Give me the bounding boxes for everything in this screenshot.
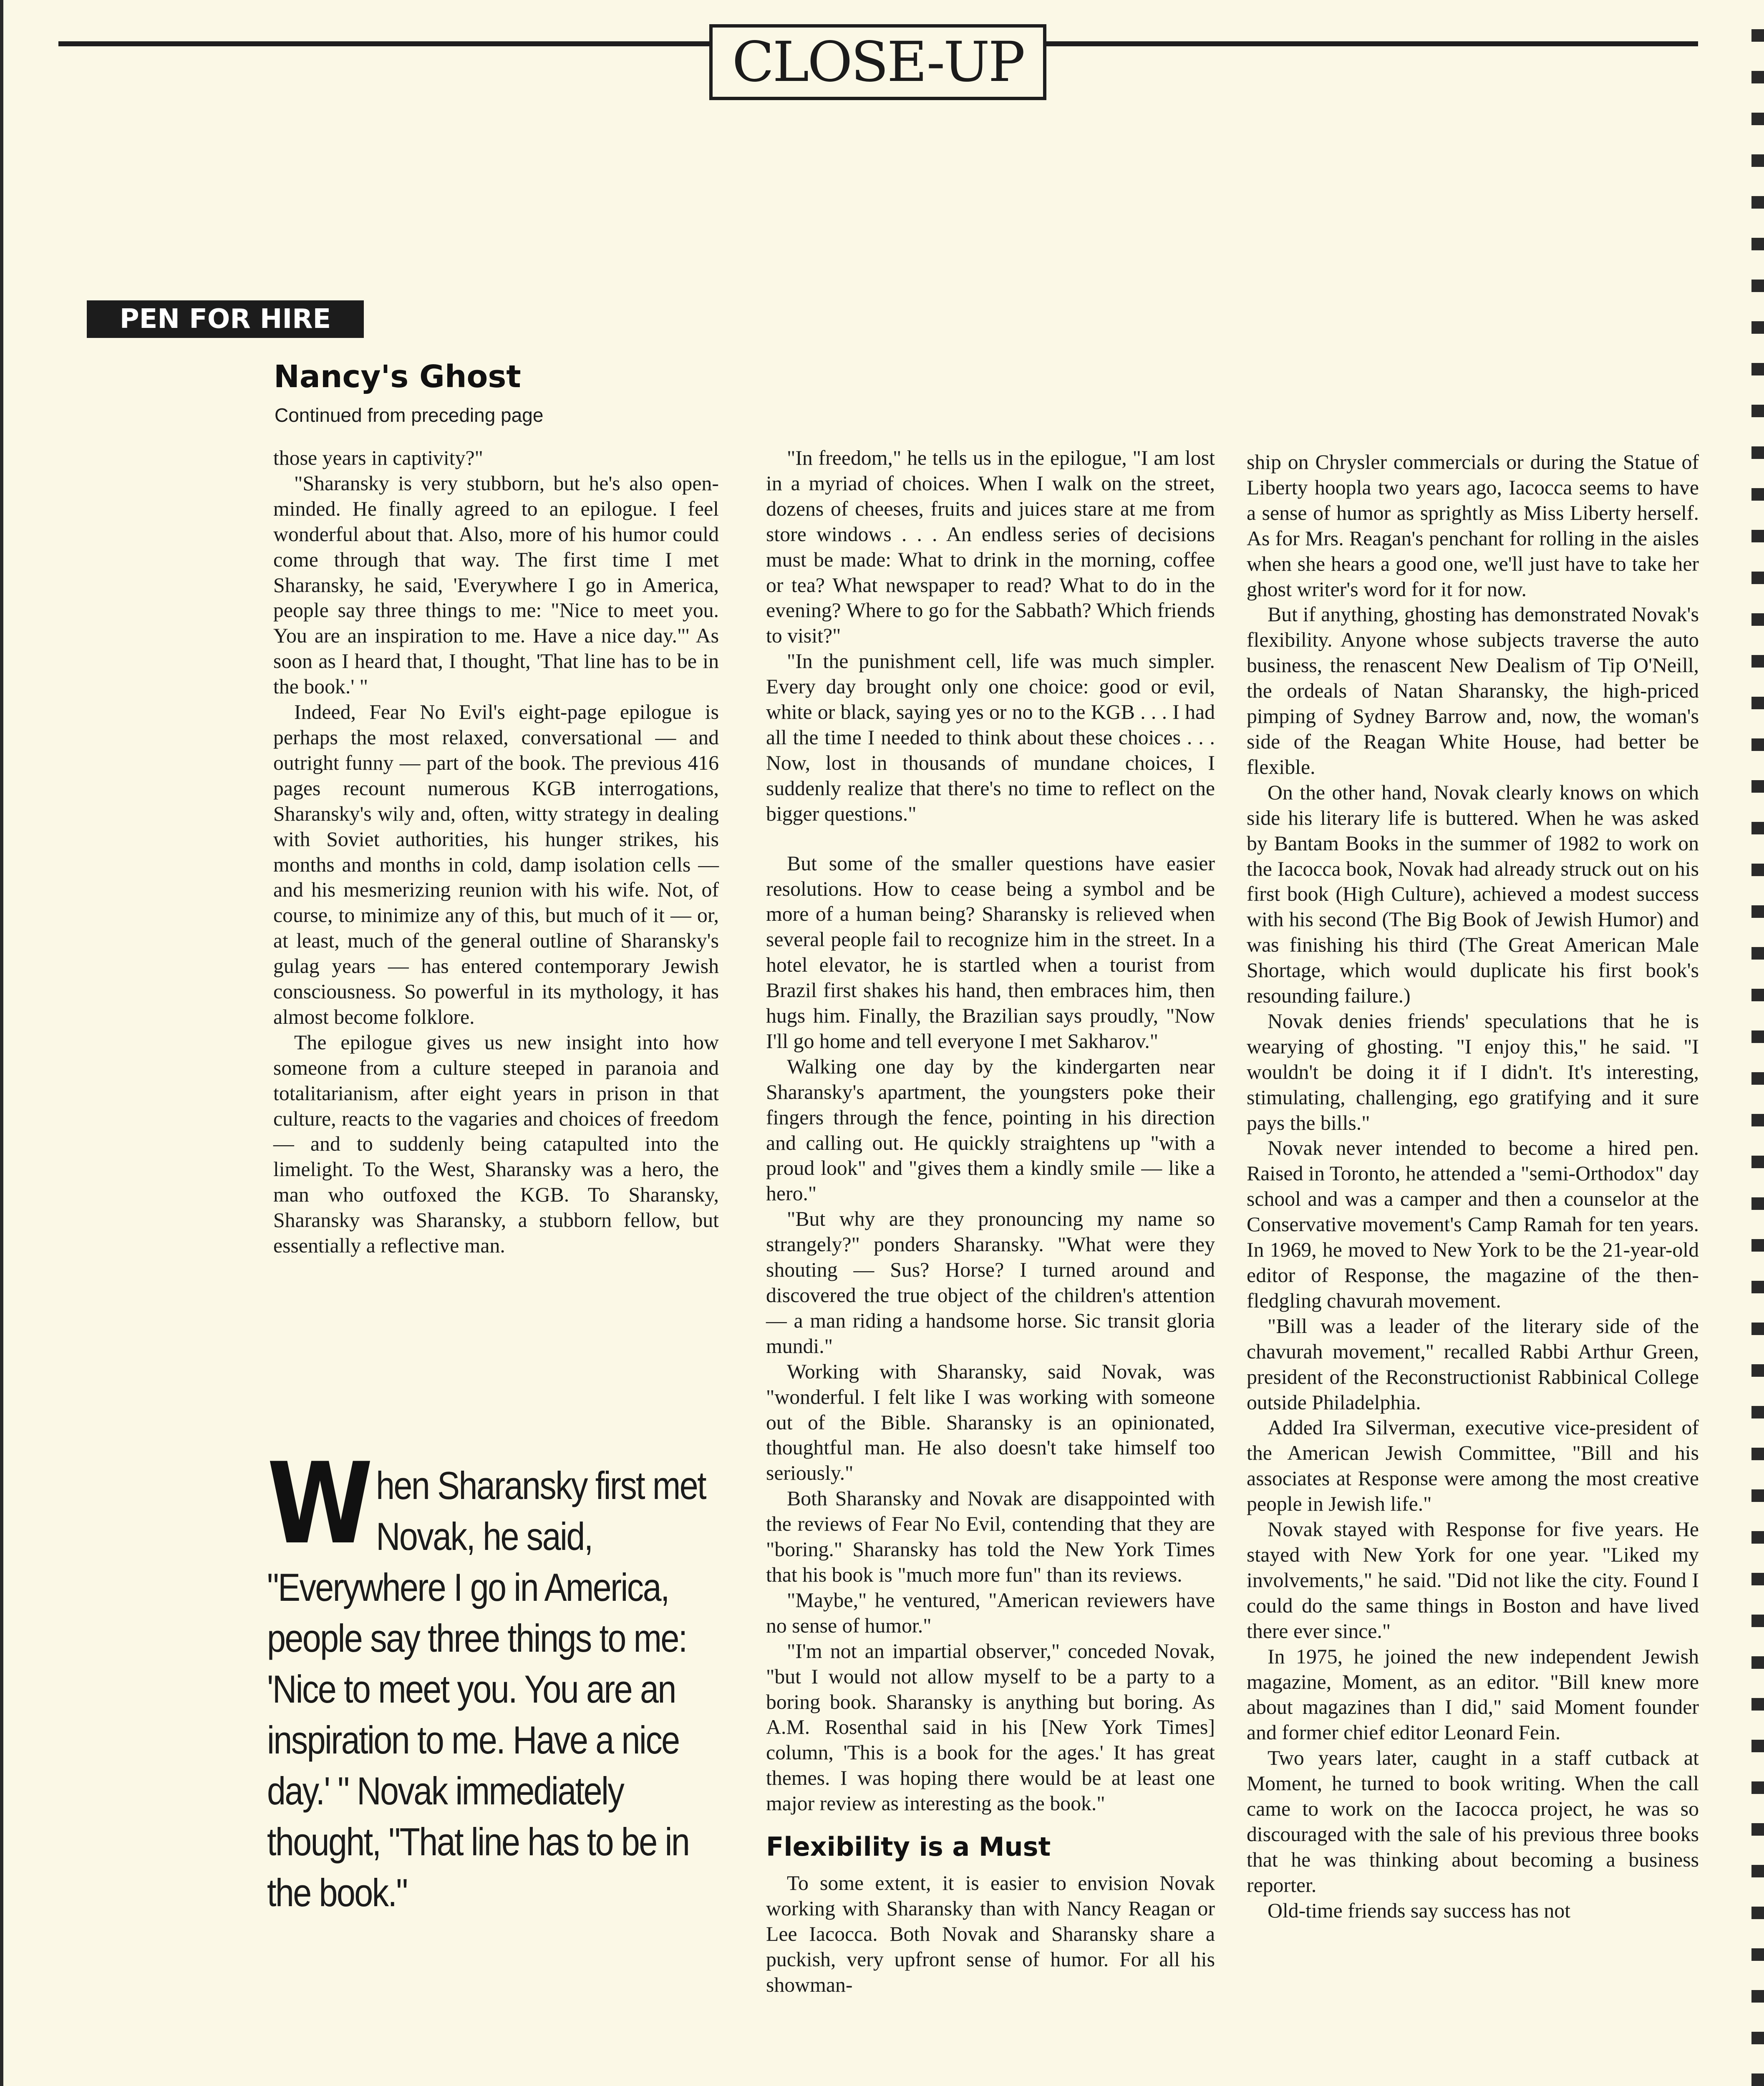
section-rule-right — [1039, 41, 1698, 46]
paragraph: Novak denies friends' speculations that he is wearying of ghosting. "I enjoy this," he said. "I wouldn't be doing it if I didn't. It's interesting, stimulating, challenging, ego gratifying and it sure pays the bills." — [1247, 1009, 1699, 1134]
page-edge-left — [0, 0, 3, 2086]
paragraph: Walking one day by the kindergarten near Sharansky's apartment, the youngsters poke their fingers through the fence, pointing in his direction and calling out. He quickly straightens up "with a proud look" and "gives them a kindly smile — like a hero." — [766, 1055, 1215, 1205]
paragraph: Two years later, caught in a staff cutback at Moment, he turned to book writing. When the call came to work on the Iacocca project, he was so discouraged with the sale of his previous three books that he was thinking about becoming a business reporter. — [1247, 1746, 1699, 1897]
paragraph: "Maybe," he ventured, "American reviewers have no sense of humor." — [766, 1588, 1215, 1637]
paragraph: Old-time friends say success has not — [1268, 1899, 1571, 1922]
paragraph: Both Sharansky and Novak are disappointed with the reviews of Fear No Evil, contending that they are "boring." Sharansky has told the New York Times that his book is "much more fun" than its reviews. — [766, 1487, 1215, 1586]
paragraph: "But why are they pronouncing my name so strangely?" ponders Sharansky. "What were they shouting — Sus? Horse? I turned around and discovered the true object of the children's attention — a man riding a handsome horse. Sic transit gloria mundi." — [766, 1207, 1215, 1358]
section-rule-left — [58, 41, 718, 46]
paragraph: "In freedom," he tells us in the epilogue, "I am lost in a myriad of choices. When I walk on the street, dozens of cheeses, fruits and juices stare at me from store windows . . . An endless series of decisions must be made: What to drink in the morning, coffee or tea? What newspaper to read? What to do in the evening? Where to go for the Sabbath? Which friends to visit?" — [766, 446, 1215, 647]
column-1 — [273, 446, 719, 1259]
paragraph: Novak never intended to become a hired pen. Raised in Toronto, he attended a "semi-Orthodox" day school and was a camper and then a counselor at the Conservative movement's Camp Ramah for ten years. In 1969, he moved to New York to be the 21-year-old editor of Response, the magazine of the then-fledgling chavurah movement. — [1247, 1136, 1699, 1312]
paragraph: ship on Chrysler commercials or during the Statue of Liberty hoopla two years ago, Iacocca seems to have a sense of humor as sprightly as Miss Liberty herself. As for Mrs. Reagan's penchant for rolling in the aisles when she hears a good one, we'll just have to take her ghost writer's word for it for now. — [1247, 451, 1699, 601]
drop-cap: W — [267, 1439, 371, 1569]
section-title: CLOSE-UP — [709, 24, 1046, 100]
pull-quote-text: hen Sharansky first met Novak, he said, "Everywhere I go in America, people say three things to me: 'Nice to meet you. You are an inspiration to me. Have a nice day.' " Novak immediately thought, "That line has to be in the book." — [267, 1464, 706, 1915]
department-tag: PEN FOR HIRE — [87, 300, 364, 338]
paragraph: But some of the smaller questions have easier resolutions. How to cease being a symbol and be more of a human being? Sharansky is relieved when several people fail to recognize him in the street. In a hotel elevator, he is startled when a tourist from Brazil first shakes his hand, then embraces him, then hugs him. Finally, the Brazilian says proudly, "Now I'll go home and tell everyone I met Sakharov." — [766, 852, 1215, 1053]
paragraph: "In the punishment cell, life was much simpler. Every day brought only one choice: good or evil, white or black, saying yes or no to the KGB . . . I had all the time I needed to think about these choices . . . Now, lost in thousands of mundane choices, I suddenly realize that there's no time to reflect on the bigger questions." — [766, 650, 1215, 825]
paragraph: those years in captivity?" — [273, 446, 483, 469]
paragraph: But if anything, ghosting has demonstrated Novak's flexibility. Anyone whose subjects traverse the auto business, the renascent New Dealism of Tip O'Neill, the ordeals of Natan Sharansky, the high-priced pimping of Sydney Barrow and, now, the woman's side of the Reagan White House, had better be flexible. — [1247, 603, 1699, 778]
paragraph: On the other hand, Novak clearly knows on which side his literary life is buttered. When he was asked by Bantam Books in the summer of 1982 to work on the Iacocca book, Novak had already struck out on his first book (High Culture), achieved a modest success with his second (The Big Book of Jewish Humor) and was finishing his third (The Great American Male Shortage, which would duplicate his first book's resounding failure.) — [1247, 781, 1699, 1008]
paragraph: "Sharansky is very stubborn, but he's also open-minded. He finally agreed to an epilogue. I feel wonderful about that. Also, more of his humor could come through that way. The first time I met Sharansky, he said, 'Everywhere I go in America, people say three things to me: "Nice to meet you. You are an inspiration to me. Have a nice day."' As soon as I heard that, I thought, 'That line has to be in the book.' " — [273, 471, 719, 698]
paragraph: Added Ira Silverman, executive vice-president of the American Jewish Committee, "Bill and his associates at Response were among the most creative people in Jewish life." — [1247, 1416, 1699, 1516]
paragraph: Indeed, Fear No Evil's eight-page epilogue is perhaps the most relaxed, conversational — and outright funny — part of the book. The previous 416 pages recount numerous KGB interrogations, Sharansky's wily and, often, witty strategy in dealing with Soviet authorities, his hunger strikes, his months and months in cold, damp isolation cells — and his mesmerizing reunion with his wife. Not, of course, to minimize any of this, but much of it — or, at least, much of the general outline of Sharansky's gulag years — has entered contemporary Jewish consciousness. So powerful in its mythology, it has almost become folklore. — [273, 700, 719, 1028]
column-3 — [1247, 450, 1699, 1924]
paragraph: Working with Sharansky, said Novak, was "wonderful. I felt like I was working with someone out of the Bible. Sharansky is an opinionated, thoughtful man. He also doesn't take himself too seriously." — [766, 1360, 1215, 1485]
paragraph: In 1975, he joined the new independent Jewish magazine, Moment, as an editor. "Bill knew more about magazines than I did," said Moment founder and former chief editor Leonard Fein. — [1247, 1645, 1699, 1744]
pull-quote — [267, 1439, 726, 1918]
column-2 — [766, 446, 1215, 1998]
paragraph: "I'm not an impartial observer," conceded Novak, "but I would not allow myself to be a party to a boring book. Sharansky is anything but boring. As A.M. Rosenthal said in his [New York Times] column, 'This is a book for the ages.' It has great themes. I was hoping there would be at least one major review as interesting as the book." — [766, 1639, 1215, 1815]
paragraph: Novak stayed with Response for five years. He stayed with New York for one year. "Liked my involvements," he said. "Did not like the city. Found I could do the same things in Boston and have lived there ever since." — [1247, 1518, 1699, 1643]
paragraph: To some extent, it is easier to envision Novak working with Sharansky than with Nancy Reagan or Lee Iacocca. Both Novak and Sharansky share a puckish, very upfront sense of humor. For all his showman- — [766, 1872, 1215, 1996]
paragraph: The epilogue gives us new insight into how someone from a culture steeped in paranoia and totalitarianism, after eight years in prison in that culture, reacts to the vagaries and choices of freedom — and to suddenly being catapulted into the limelight. To the West, Sharansky was a hero, the man who outfoxed the KGB. To Sharansky, Sharansky was Sharansky, a stubborn fellow, but essentially a reflective man. — [273, 1030, 719, 1257]
subhead: Flexibility is a Must — [766, 1832, 1051, 1862]
continued-note: Continued from preceding page — [275, 404, 544, 426]
headline: Nancy's Ghost — [274, 359, 521, 395]
paragraph: "Bill was a leader of the literary side of the chavurah movement," recalled Rabbi Arthur Green, president of the Reconstructionist Rabbinical College outside Philadelphia. — [1247, 1314, 1699, 1414]
page-edge-right — [1751, 0, 1764, 2086]
